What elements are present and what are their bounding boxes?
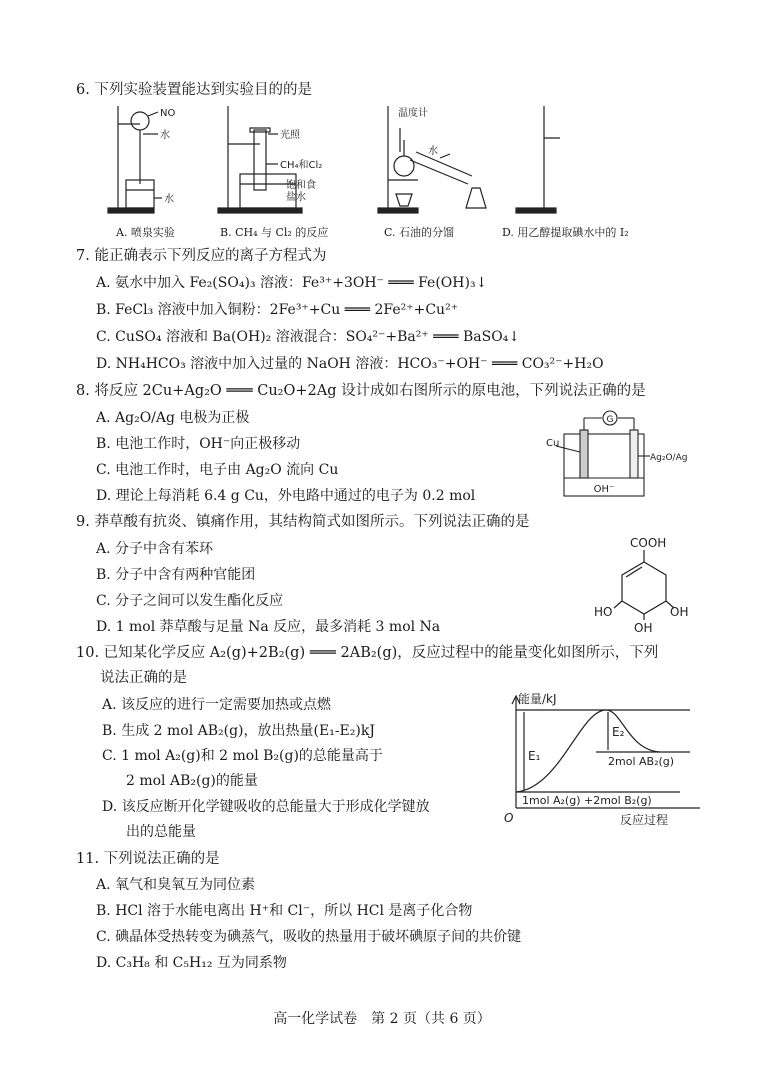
oh-bottom-label: OH: [634, 621, 653, 635]
galvanic-cell-figure: [546, 406, 696, 502]
ag-electrode-label: Ag₂O/Ag: [650, 453, 688, 463]
q11-option-c: C. 碘晶体受热转变为碘蒸气，吸收的热量用于破坏碘原子间的共价键: [96, 929, 522, 945]
q11-option-d: D. C₃H₈ 和 C₅H₁₂ 互为同系物: [96, 955, 287, 971]
oh-right-label: OH: [670, 605, 689, 619]
cu-electrode-label: Cu: [546, 438, 560, 449]
product-level-label: 2mol AB₂(g): [608, 755, 675, 768]
process-axis-label: 反应过程: [620, 813, 669, 827]
e2-label: E₂: [612, 725, 625, 739]
label-brine-2: 盐水: [286, 192, 306, 203]
q10-option-c-line2: 2 mol AB₂(g)的能量: [126, 773, 258, 789]
label-no: NO: [160, 108, 176, 119]
origin-label: O: [504, 811, 514, 825]
cooh-label: COOH: [630, 536, 667, 550]
q9-option-a: A. 分子中含有苯环: [96, 541, 214, 557]
shikimic-acid-structure: [586, 532, 696, 636]
q8-option-a: A. Ag₂O/Ag 电极为正极: [96, 410, 250, 426]
label-water-2: 水: [164, 194, 174, 205]
q7-option-d: D. NH₄HCO₃ 溶液中加入过量的 NaOH 溶液：HCO₃⁻+OH⁻ ═══ CO₃²⁻+H₂O: [96, 356, 604, 372]
q10-option-a: A. 该反应的进行一定需要加热或点燃: [102, 697, 332, 713]
q9-stem: 9. 莽草酸有抗炎、镇痛作用，其结构简式如图所示。下列说法正确的是: [76, 514, 530, 530]
q9-option-d: D. 1 mol 莽草酸与足量 Na 反应，最多消耗 3 mol Na: [96, 619, 441, 635]
label-ch4-cl2: CH₄和Cl₂: [280, 160, 323, 171]
separatory-funnel-apparatus: [516, 106, 560, 213]
q10-option-d-line1: D. 该反应断开化学键吸收的总能量大于形成化学键放: [102, 799, 430, 815]
q11-option-b: B. HCl 溶于水能电离出 H⁺和 Cl⁻，所以 HCl 是离子化合物: [96, 903, 473, 919]
q7-option-c: C. CuSO₄ 溶液和 Ba(OH)₂ 溶液混合：SO₄²⁻+Ba²⁺ ═══ BaSO₄↓: [96, 329, 521, 345]
q6-caption-d: D. 用乙醇提取碘水中的 I₂: [502, 226, 629, 239]
q8-stem: 8. 将反应 2Cu+Ag₂O ═══ Cu₂O+2Ag 设计成如右图所示的原电池，下列说法正确的是: [76, 383, 646, 399]
label-water-3: 水: [428, 146, 438, 157]
q11-stem: 11. 下列说法正确的是: [76, 851, 220, 867]
q6-caption-b: B. CH₄ 与 Cl₂ 的反应: [220, 226, 329, 239]
ho-left-label: HO: [594, 605, 613, 619]
q10-option-d-line2: 出的总能量: [126, 824, 196, 840]
q6-apparatus-figure: [100, 104, 560, 220]
q11-option-a: A. 氧气和臭氧互为同位素: [96, 877, 256, 893]
q8-option-c: C. 电池工作时，电子由 Ag₂O 流向 Cu: [96, 462, 339, 478]
q10-stem-line2: 说法正确的是: [100, 670, 187, 686]
q7-stem: 7. 能正确表示下列反应的离子方程式为: [76, 248, 327, 264]
meter-label: G: [606, 415, 614, 425]
page-footer: 高一化学试卷 第 2 页（共 6 页）: [273, 1011, 491, 1027]
label-brine-1: 饱和食: [286, 180, 316, 191]
q6-stem: 6. 下列实验装置能达到实验目的的是: [76, 82, 312, 98]
q8-option-d: D. 理论上每消耗 6.4 g Cu，外电路中通过的电子为 0.2 mol: [96, 488, 476, 504]
q9-option-c: C. 分子之间可以发生酯化反应: [96, 593, 284, 609]
distillation-apparatus: [378, 106, 486, 213]
q9-option-b: B. 分子中含有两种官能团: [96, 567, 256, 583]
electrolyte-label: OH⁻: [593, 484, 615, 495]
e1-label: E₁: [528, 749, 541, 763]
q7-option-b: B. FeCl₃ 溶液中加入铜粉：2Fe³⁺+Cu ═══ 2Fe²⁺+Cu²⁺: [96, 302, 459, 318]
q6-caption-c: C. 石油的分馏: [384, 226, 455, 239]
q8-option-b: B. 电池工作时，OH⁻向正极移动: [96, 436, 301, 452]
q10-option-b: B. 生成 2 mol AB₂(g)，放出热量(E₁-E₂)kJ: [102, 723, 375, 739]
q6-caption-a: A. 喷泉实验: [116, 226, 175, 239]
label-thermometer: 温度计: [398, 108, 428, 119]
label-water-1: 水: [160, 130, 170, 141]
q7-option-a: A. 氨水中加入 Fe₂(SO₄)₃ 溶液：Fe³⁺+3OH⁻ ═══ Fe(OH)₃↓: [96, 275, 488, 291]
label-light: 光照: [280, 130, 300, 141]
q10-stem-line1: 10. 已知某化学反应 A₂(g)+2B₂(g) ═══ 2AB₂(g)，反应过程中的能量变化如图所示，下列: [76, 645, 659, 661]
reactant-level-label: 1mol A₂(g) +2mol B₂(g): [522, 794, 652, 807]
fountain-apparatus: [108, 106, 162, 213]
q10-option-c-line1: C. 1 mol A₂(g)和 2 mol B₂(g)的总能量高于: [102, 748, 383, 764]
energy-axis-label: 能量/kJ: [518, 692, 557, 706]
energy-profile-figure: [500, 690, 720, 830]
